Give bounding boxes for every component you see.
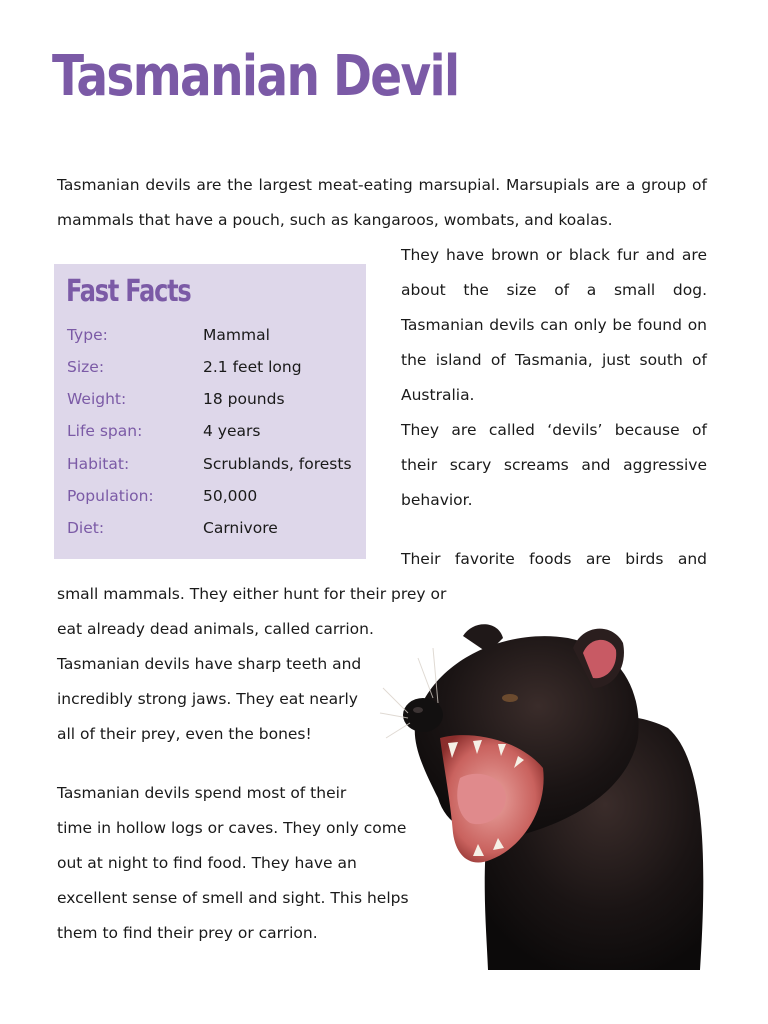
- fact-value: Carnivore: [203, 519, 278, 537]
- tasmanian-devil-photo: [378, 618, 710, 970]
- appearance-paragraph: They have brown or black fur and are about the size of a small dog. Tasmanian devils can only be found on the island of Tasmania, just south of Australia.: [401, 246, 707, 404]
- fact-row-diet: [67, 519, 362, 549]
- fact-row-type: [67, 326, 362, 356]
- foods-paragraph-first-line: Their favorite foods are birds and: [401, 550, 707, 568]
- fact-row-habitat: [67, 455, 362, 485]
- fact-label: Habitat:: [67, 455, 130, 473]
- fact-value: 50,000: [203, 487, 258, 505]
- page-title: Tasmanian Devil: [52, 44, 459, 109]
- fact-row-size: [67, 358, 362, 388]
- foods-paragraph: small mammals. They either hunt for their prey or eat already dead animals, called carrion. Tasmanian devils have sharp teeth and incredibly strong jaws. They eat nearly all of their prey, even the bones!: [57, 585, 447, 743]
- name-origin-paragraph: They are called ‘devils’ because of their scary screams and aggressive behavior.: [401, 421, 707, 509]
- fact-label: Life span:: [67, 422, 143, 440]
- fast-facts-heading: Fast Facts: [66, 274, 191, 309]
- fact-row-life-span: [67, 422, 362, 452]
- intro-paragraph: Tasmanian devils are the largest meat-eating marsupial. Marsupials are a group of mammals that have a pouch, such as kangaroos, wombats, and koalas.: [57, 176, 707, 229]
- fact-value: Mammal: [203, 326, 270, 344]
- fact-row-population: [67, 487, 362, 517]
- appearance-column: [401, 238, 707, 518]
- fact-row-weight: [67, 390, 362, 420]
- fact-value: 4 years: [203, 422, 261, 440]
- fact-label: Weight:: [67, 390, 127, 408]
- fact-value: Scrublands, forests: [203, 455, 352, 473]
- fact-value: 2.1 feet long: [203, 358, 302, 376]
- fact-label: Size:: [67, 358, 105, 376]
- fast-facts-box: [54, 264, 366, 559]
- fact-label: Type:: [67, 326, 108, 344]
- habits-paragraph: Tasmanian devils spend most of their time in hollow logs or caves. They only come out at night to find food. They have an excellent sense of smell and sight. This helps them to find their prey or carrion.: [57, 784, 409, 942]
- fact-label: Population:: [67, 487, 154, 505]
- fact-value: 18 pounds: [203, 390, 285, 408]
- fact-label: Diet:: [67, 519, 105, 537]
